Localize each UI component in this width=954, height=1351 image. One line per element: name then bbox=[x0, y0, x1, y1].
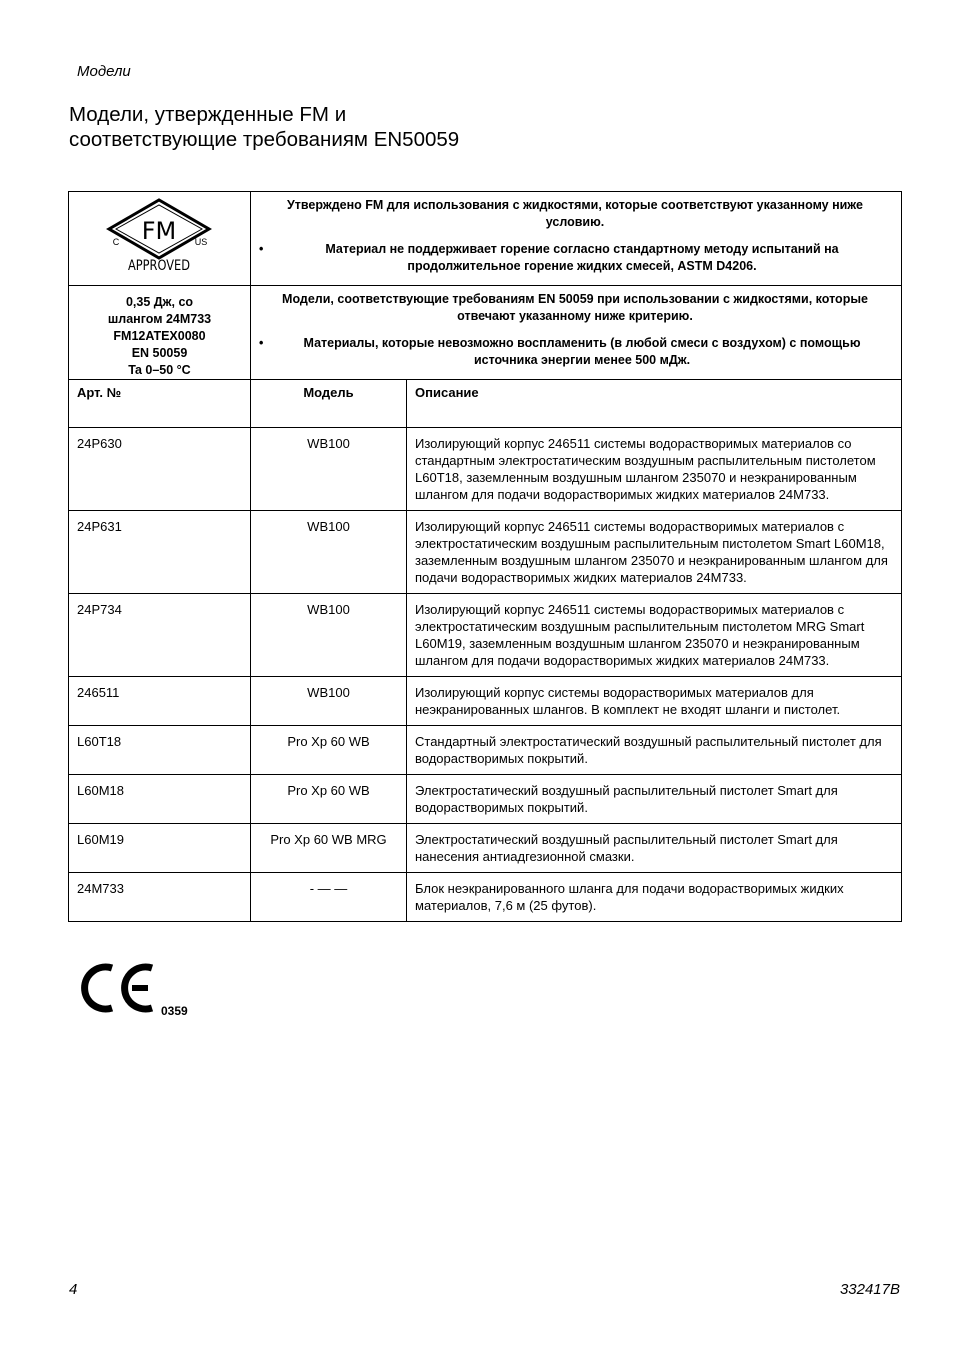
fm-approval-bullet-text: Материал не поддерживает горение согласно стандартному методу испытаний на продолжительное горение жидких смесей, ASTM D4206. bbox=[325, 242, 839, 273]
column-header-part: Арт. № bbox=[69, 380, 251, 428]
column-header-model: Модель bbox=[251, 380, 407, 428]
part-number-cell: 246511 bbox=[69, 677, 251, 726]
en-line: 0,35 Дж, со bbox=[125, 295, 194, 309]
description-cell: Электростатический воздушный распылительный пистолет Smart для водорастворимых покрытий. bbox=[407, 775, 902, 824]
en-compliance-text: Модели, соответствующие требованиям EN 50059 при использовании с жидкостями, которые отвечают указанному ниже критерию. bbox=[282, 292, 868, 323]
model-cell: WB100 bbox=[251, 677, 407, 726]
part-number-cell: L60M19 bbox=[69, 824, 251, 873]
description-cell: Изолирующий корпус 246511 системы водорастворимых материалов с электростатическим воздушным распылительным пистолетом Smart L60M18, заземленным воздушным шлангом 235070 и неэкранированным шлангом для подачи водорастворимых жидких материалов 24M733. bbox=[407, 511, 902, 594]
table-row bbox=[69, 594, 902, 677]
description-cell: Изолирующий корпус 246511 системы водорастворимых материалов со стандартным электростатическим воздушным распылительным пистолетом L60T18, заземленным воздушным шлангом 235070 и неэкранированным шлангом для подачи водорастворимых жидких материалов 24M733. bbox=[407, 428, 902, 511]
description-cell: Изолирующий корпус 246511 системы водорастворимых материалов с электростатическим воздушным распылительным пистолетом MRG Smart L60M19, заземленным воздушным шлангом 235070 и неэкранированным шлангом для подачи водорастворимых жидких материалов 24M733. bbox=[407, 594, 902, 677]
description-cell: Стандартный электростатический воздушный распылительный пистолет для водорастворимых покрытий. bbox=[407, 726, 902, 775]
model-cell: WB100 bbox=[251, 511, 407, 594]
model-cell: Pro Xp 60 WB bbox=[251, 726, 407, 775]
en-compliance-bullet bbox=[259, 335, 891, 369]
table-row bbox=[69, 824, 902, 873]
description-cell: Блок неэкранированного шланга для подачи водорастворимых жидких материалов, 7,6 м (25 футов). bbox=[407, 873, 902, 922]
model-cell: - — — bbox=[251, 873, 407, 922]
model-cell: WB100 bbox=[251, 428, 407, 511]
part-number-cell: L60T18 bbox=[69, 726, 251, 775]
bullet-icon: • bbox=[259, 242, 264, 256]
part-number-cell: L60M18 bbox=[69, 775, 251, 824]
en-compliance-bullet-text: Материалы, которые невозможно воспламенить (в любой смеси с воздухом) с помощью источника энергии менее 500 мДж. bbox=[303, 336, 861, 367]
bullet-icon: • bbox=[259, 336, 264, 350]
table-row bbox=[69, 677, 902, 726]
fm-approval-row bbox=[69, 192, 902, 286]
en-line: шлангом 24M733 bbox=[107, 312, 212, 326]
fm-logo-cell bbox=[69, 192, 251, 286]
table-row bbox=[69, 726, 902, 775]
description-cell: Изолирующий корпус системы водорастворимых материалов для неэкранированных шлангов. В комплект не входят шланги и пистолет. bbox=[407, 677, 902, 726]
fm-logo-approved: APPROVED bbox=[128, 258, 190, 274]
en-line: EN 50059 bbox=[131, 346, 188, 360]
table-row bbox=[69, 775, 902, 824]
en-line: FM12ATEX0080 bbox=[113, 329, 206, 343]
part-number-cell: 24P631 bbox=[69, 511, 251, 594]
en-line: Ta 0–50 °C bbox=[128, 363, 191, 377]
model-cell: Pro Xp 60 WB MRG bbox=[251, 824, 407, 873]
fm-logo-us: US bbox=[194, 237, 208, 247]
fm-approval-bullet bbox=[259, 241, 891, 275]
table-row bbox=[69, 428, 902, 511]
part-number-cell: 24P734 bbox=[69, 594, 251, 677]
document-number: 332417B bbox=[839, 1281, 900, 1298]
fm-logo-c: C bbox=[112, 237, 120, 247]
table-header-row bbox=[69, 380, 902, 428]
ce-notified-body-number: 0359 bbox=[161, 1004, 188, 1018]
column-header-description: Описание bbox=[407, 380, 902, 428]
part-number-cell: 24P630 bbox=[69, 428, 251, 511]
description-cell: Электростатический воздушный распылительный пистолет Smart для нанесения антиадгезионной смазки. bbox=[407, 824, 902, 873]
fm-approved-logo bbox=[69, 192, 251, 280]
fm-approval-text: Утверждено FM для использования с жидкостями, которые соответствуют указанному ниже условию. bbox=[287, 198, 863, 229]
model-cell: WB100 bbox=[251, 594, 407, 677]
en-compliance-row bbox=[69, 286, 902, 380]
table-row bbox=[69, 873, 902, 922]
page-number: 4 bbox=[69, 1281, 78, 1298]
ce-mark-icon bbox=[74, 962, 154, 1014]
table-row bbox=[69, 511, 902, 594]
en-compliance-text-cell bbox=[251, 286, 902, 380]
fm-approval-text-cell bbox=[251, 192, 902, 286]
section-label: Модели bbox=[77, 63, 131, 80]
models-table bbox=[68, 191, 902, 922]
part-number-cell: 24M733 bbox=[69, 873, 251, 922]
en-compliance-cell bbox=[69, 286, 251, 380]
page-title: Модели, утвержденные FM и соответствующие требованиям EN50059 bbox=[69, 103, 460, 151]
model-cell: Pro Xp 60 WB bbox=[251, 775, 407, 824]
fm-logo-word: FM bbox=[141, 217, 177, 245]
